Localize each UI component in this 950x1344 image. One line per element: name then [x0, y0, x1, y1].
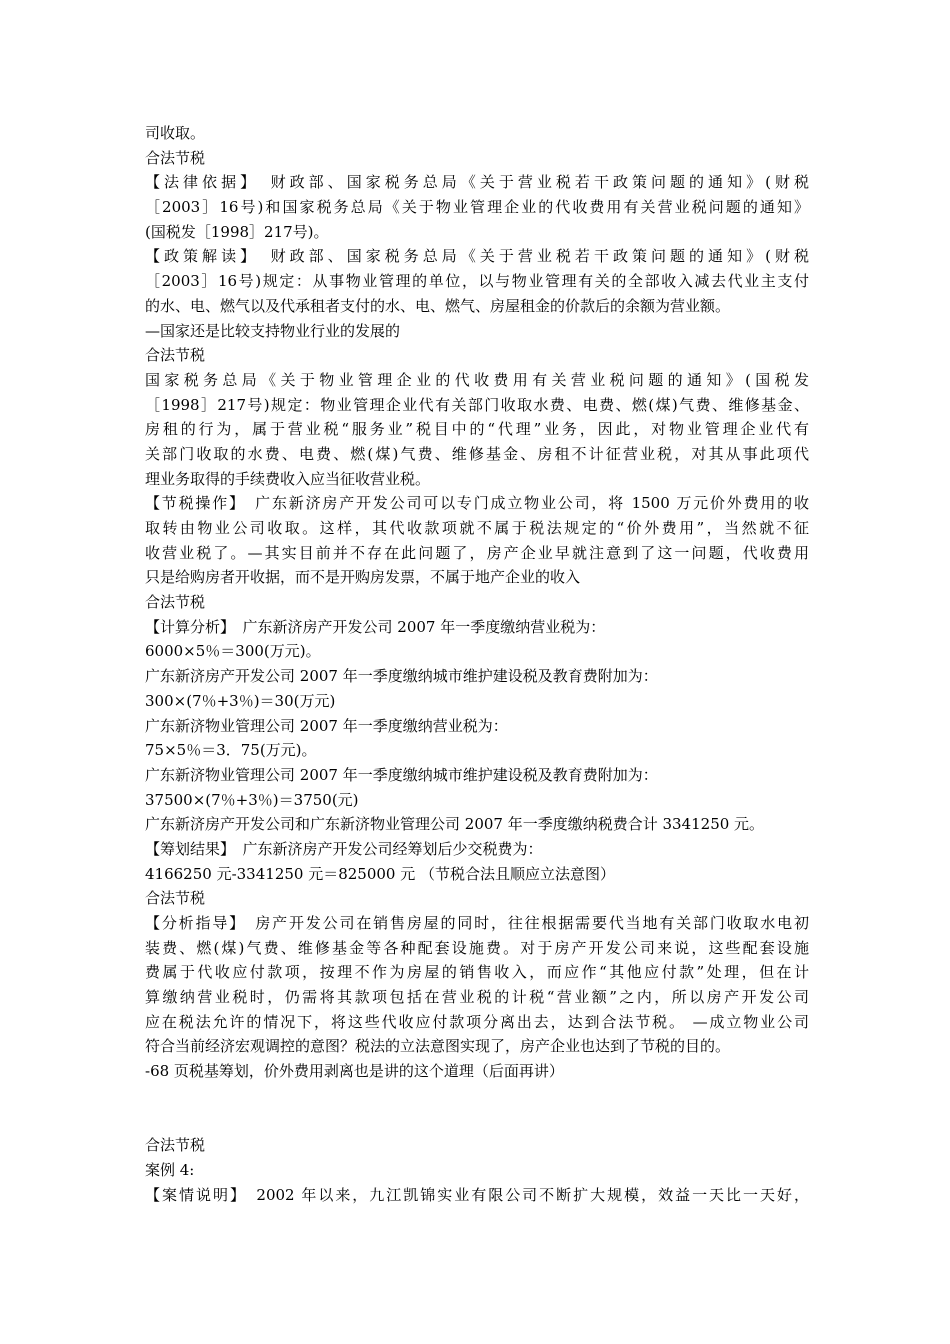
text-line: ［2003］16号)规定：从事物业管理的单位，以与物业管理有关的全部收入减去代业主支付: [145, 272, 809, 291]
text-line: 广东新济物业管理公司 2007 年一季度缴纳营业税为：: [145, 716, 508, 735]
text-line: 广东新济物业管理公司 2007 年一季度缴纳城市维护建设税及教育费附加为：: [145, 765, 658, 784]
text-line: 【法律依据】 财政部、国家税务总局《关于营业税若干政策问题的通知》(财税: [145, 173, 809, 192]
text-line: 房租的行为，属于营业税“服务业”税目中的“代理”业务，因此，对物业管理企业代有: [145, 420, 809, 439]
text-line: (国税发［1998］217号)。: [145, 222, 329, 241]
text-line: 符合当前经济宏观调控的意图？税法的立法意图实现了，房产企业也达到了节税的目的。: [145, 1037, 731, 1056]
formula-line: 4166250 元-3341250 元＝825000 元 （节税合法且顺应立法意图）: [145, 864, 616, 883]
formula-line: 75×5％＝3．75(万元)。: [145, 741, 317, 760]
text-line: -68 页税基筹划，价外费用剥离也是讲的这个道理（后面再讲）: [145, 1062, 564, 1081]
text-line: 只是给购房者开收据，而不是开购房发票，不属于地产企业的收入: [145, 568, 581, 587]
text-line: 广东新济房产开发公司 2007 年一季度缴纳城市维护建设税及教育费附加为：: [145, 667, 658, 686]
text-line: 【节税操作】 广东新济房产开发公司可以专门成立物业公司，将 1500 万元价外费用的收: [145, 494, 809, 513]
section-heading: 合法节税: [145, 889, 206, 908]
text-line: 司收取。: [145, 124, 206, 142]
text-line: 的水、电、燃气以及代承租者支付的水、电、燃气、房屋租金的价款后的余额为营业额。: [145, 296, 731, 315]
text-line: 广东新济房产开发公司和广东新济物业管理公司 2007 年一季度缴纳税费合计 3341250 元。: [145, 815, 765, 834]
text-line: 【分析指导】 房产开发公司在销售房屋的同时，往往根据需要代当地有关部门收取水电初: [145, 914, 809, 932]
text-line: 取转由物业公司收取。这样，其代收款项就不属于税法规定的“价外费用”，当然就不征: [145, 519, 809, 537]
case-label: 案例 4:: [145, 1160, 195, 1179]
formula-line: 37500×(7％+3％)＝3750(元): [145, 790, 359, 809]
text-line: 【筹划结果】 广东新济房产开发公司经筹划后少交税费为：: [145, 839, 543, 858]
text-line: 装费、燃(煤)气费、维修基金等各种配套设施费。对于房产开发公司来说，这些配套设施: [145, 938, 809, 957]
text-line: ［2003］16号)和国家税务总局《关于物业管理企业的代收费用有关营业税问题的通知》: [145, 198, 809, 217]
text-line: —国家还是比较支持物业行业的发展的: [145, 321, 401, 340]
text-line: 【计算分析】 广东新济房产开发公司 2007 年一季度缴纳营业税为：: [145, 617, 606, 636]
formula-line: 300×(7％+3％)＝30(万元): [145, 691, 336, 710]
text-line: 国家税务总局《关于物业管理企业的代收费用有关营业税问题的通知》(国税发: [145, 370, 809, 389]
text-line: 关部门收取的水费、电费、燃(煤)气费、维修基金、房租不计征营业税，对其从事此项代: [145, 444, 809, 463]
document-body: [145, 121, 809, 1207]
blank-space: [145, 1084, 809, 1133]
text-line: 应在税法允许的情况下，将这些代收应付款项分离出去，达到合法节税。 —成立物业公司: [145, 1012, 809, 1031]
text-line: 【政策解读】 财政部、国家税务总局《关于营业税若干政策问题的通知》(财税: [145, 247, 809, 266]
section-heading: 合法节税: [145, 346, 206, 365]
section-heading: 合法节税: [145, 593, 206, 612]
text-line: 收营业税了。—其实目前并不存在此问题了，房产企业早就注意到了这一问题，代收费用: [145, 543, 809, 562]
section-heading: 合法节税: [145, 1136, 206, 1155]
text-line: 算缴纳营业税时，仍需将其款项包括在营业税的计税“营业额”之内，所以房产开发公司: [145, 988, 809, 1007]
text-line: 【案情说明】 2002 年以来，九江凯锦实业有限公司不断扩大规模，效益一天比一天好，: [145, 1185, 809, 1204]
section-heading: 合法节税: [145, 148, 206, 167]
text-line: ［1998］217号)规定：物业管理企业代有关部门收取水费、电费、燃(煤)气费、维修基金、: [145, 395, 809, 414]
text-line: 理业务取得的手续费收入应当征收营业税。: [145, 469, 431, 488]
formula-line: 6000×5％＝300(万元)。: [145, 642, 321, 661]
text-line: 费属于代收应付款项，按理不作为房屋的销售收入，而应作“其他应付款”处理，但在计: [145, 963, 809, 982]
